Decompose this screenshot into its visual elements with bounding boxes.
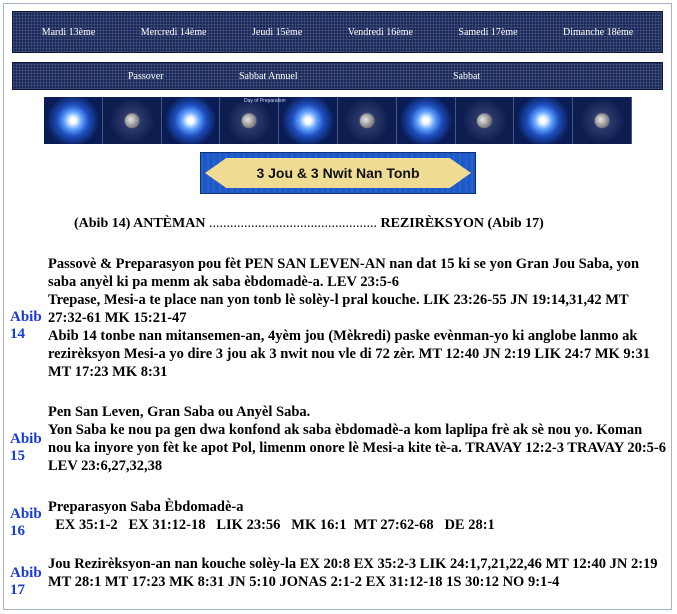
timeline-heading [74,216,544,232]
moon-image [456,97,515,144]
moon-image [103,97,162,144]
moon-image [220,97,279,144]
nav-link-sabbat[interactable]: Sabbat [453,71,481,82]
body-line: Preparasyon Saba Èbdomadè-a [48,499,244,515]
banner-caption: Day of Preparation [244,98,286,104]
nav-link-mercredi[interactable]: Mercredi 14ème [140,26,207,38]
nav-link-mardi[interactable]: Mardi 13ème [41,26,96,38]
sun-image [514,97,573,144]
three-days-sign [200,152,476,194]
day-body [48,255,666,381]
sun-image [44,97,103,144]
body-line: Pen San Leven, Gran Saba ou Anyèl Saba. [48,404,311,420]
moon-image [338,97,397,144]
body-line: Jou Rezirèksyon-an nan kouche solèy-la EX 20:8 EX 35:2-3 LIK 24:1,7,21,22,46 MT 12:40 JN 2:19 MT 28:1 MT 17:23 MK 8:31 JN 5:10 JONAS 2:1-2 EX 31:12-18 1S 30:12 NO 9:1-4 [48,556,658,590]
sun-moon-banner [44,97,632,144]
body-line: Abib 14 tonbe nan mitansemen-an, 4yèm jou (Mèkredi) paske evènman-yo ki anglobe lanmo ak rezirèksyon Mesi-a yo dire 3 jou ak 3 nwit nou vle di 72 zèr. MT 12:40 JN 2:19 LIK 24:7 MK 9:31 MT 17:23 MK 8:31 [48,328,650,380]
sun-image [162,97,221,144]
nav-link-dimanche[interactable]: Dimanche 18ème [563,26,634,38]
nav-link-jeudi[interactable]: Jeudi 15ème [252,26,303,38]
day-body [48,403,666,475]
heading-right: REZIRÈKSYON (Abib 17) [380,216,544,231]
nav-link-vendredi[interactable]: Vendredi 16ème [347,26,413,38]
feast-nav-bar [12,62,663,90]
body-line: Trepase, Mesi-a te place nan yon tonb lè solèy-l pral kouche. LIK 23:26-55 JN 19:14,31,42 MT 27:32-61 MK 15:21-47 [48,292,629,326]
body-line: Passovè & Preparasyon pou fèt PEN SAN LEVEN-AN nan dat 15 ki se yon Gran Jou Saba, yon saba anyèl ki pa menm ak saba èbdomadè-a. LEV 23:5-6 [48,256,640,290]
day-label: Abib 15 [10,431,42,464]
moon-image [573,97,632,144]
sun-image [397,97,456,144]
day-body [48,498,666,534]
sign-text: 3 Jou & 3 Nwit Nan Tonb [256,165,420,181]
sun-image [279,97,338,144]
day-body [48,555,666,591]
day-label: Abib 14 [10,309,42,342]
nav-link-passover[interactable]: Passover [128,71,164,82]
heading-left: (Abib 14) ANTÈMAN [74,216,206,231]
day-nav-bar [12,11,663,53]
day-label: Abib 17 [10,565,42,598]
nav-link-sabbat-annuel[interactable]: Sabbat Annuel [239,71,298,82]
body-line: Yon Saba ke nou pa gen dwa konfond ak saba èbdomadè-a kom laplipa frè ak sè nou yo. Koman nou ka inyore yon fèt ke apot Pol, limenm onore lè Mesi-a kite tè-a. TRAVAY 12:2-3 TRAVAY 20:5-6 LEV 23:6,27,32,38 [48,422,667,474]
body-line: EX 35:1-2 EX 31:12-18 LIK 23:56 MK 16:1 MT 27:62-68 DE 28:1 [48,517,495,533]
nav-link-samedi[interactable]: Samedi 17ème [458,26,518,38]
day-label: Abib 16 [10,506,42,539]
heading-dots: ................................................ [208,216,377,231]
